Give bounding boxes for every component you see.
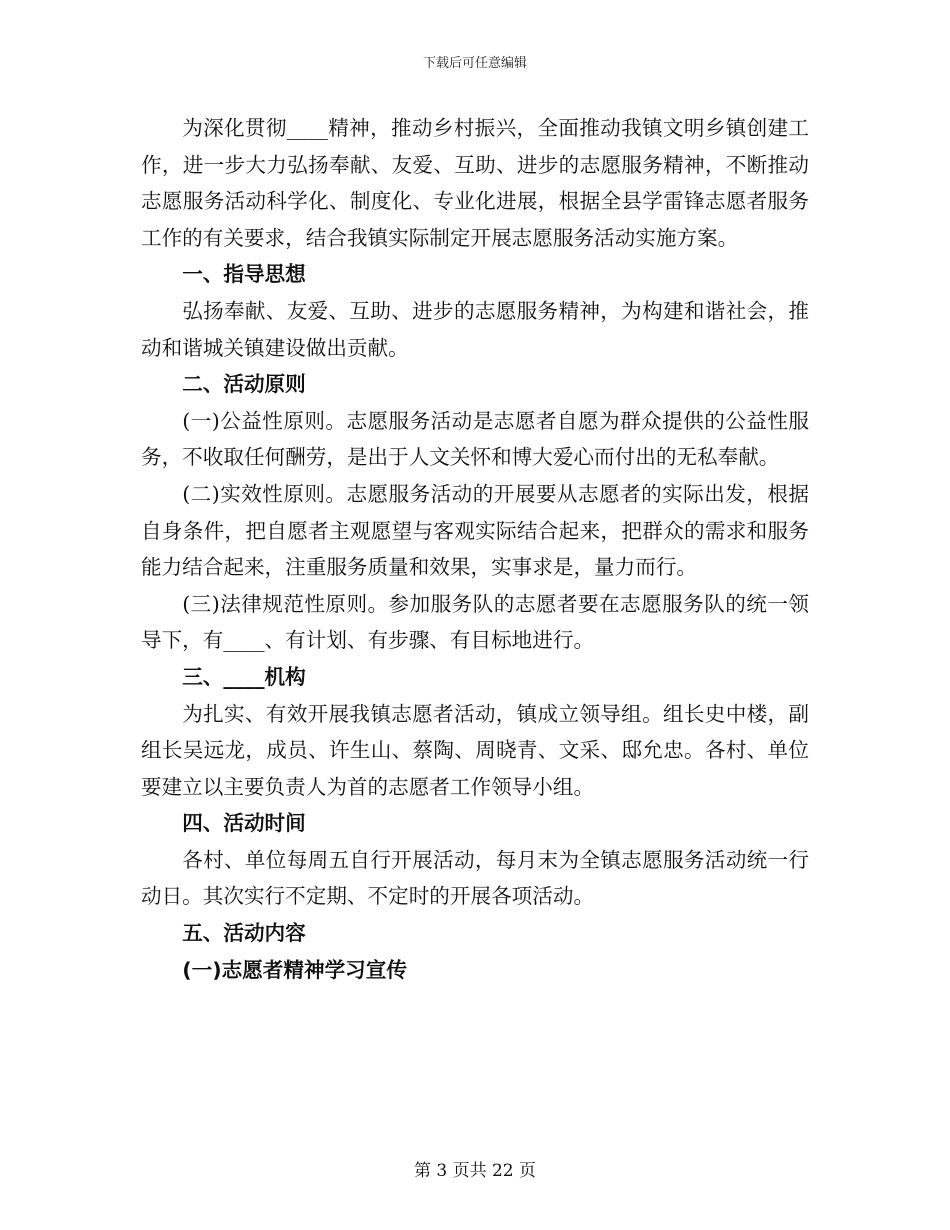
paragraph: 各村、单位每周五自行开展活动，每月末为全镇志愿服务活动统一行动日。其次实行不定期、不定时的开展各项活动。: [141, 847, 809, 909]
page-header: 下载后可任意编辑: [422, 56, 527, 71]
page-footer: 第 3 页共 22 页: [413, 1161, 537, 1181]
paragraph: 弘扬奉献、友爱、互助、进步的志愿服务精神，为构建和谐社会，推动和谐城关镇建设做出贡献。: [141, 298, 809, 360]
section-heading: 四、活动时间: [182, 811, 306, 836]
paragraph: 为深化贯彻____精神，推动乡村振兴，全面推动我镇文明乡镇创建工作，进一步大力弘扬奉献、友爱、互助、进步的志愿服务精神，不断推动志愿服务活动科学化、制度化、专业化进展，根据全县学雷锋志愿者服务工作的有关要求，结合我镇实际制定开展志愿服务活动实施方案。: [141, 116, 809, 250]
paragraph: 为扎实、有效开展我镇志愿者活动，镇成立领导组。组长史中楼，副组长吴远龙，成员、许生山、蔡陶、周晓青、文采、邸允忠。各村、单位要建立以主要负责人为首的志愿者工作领导小组。: [141, 701, 809, 799]
section-heading: 三、____机构: [182, 664, 306, 689]
section-heading: 二、活动原则: [182, 372, 306, 397]
paragraph: (二)实效性原则。志愿服务活动的开展要从志愿者的实际出发，根据自身条件，把自愿者主观愿望与客观实际结合起来，把群众的需求和服务能力结合起来，注重服务质量和效果，实事求是，量力而行。: [141, 481, 809, 580]
section-heading: (一)志愿者精神学习宣传: [182, 957, 407, 982]
document-body: [141, 110, 809, 988]
section-heading: 一、指导思想: [182, 262, 306, 287]
section-heading: 五、活动内容: [182, 921, 306, 946]
paragraph: (三)法律规范性原则。参加服务队的志愿者要在志愿服务队的统一领导下，有____、有计划、有步骤、有目标地进行。: [141, 591, 809, 653]
paragraph: (一)公益性原则。志愿服务活动是志愿者自愿为群众提供的公益性服务，不收取任何酬劳，是出于人文关怀和博大爱心而付出的无私奉献。: [141, 408, 809, 470]
